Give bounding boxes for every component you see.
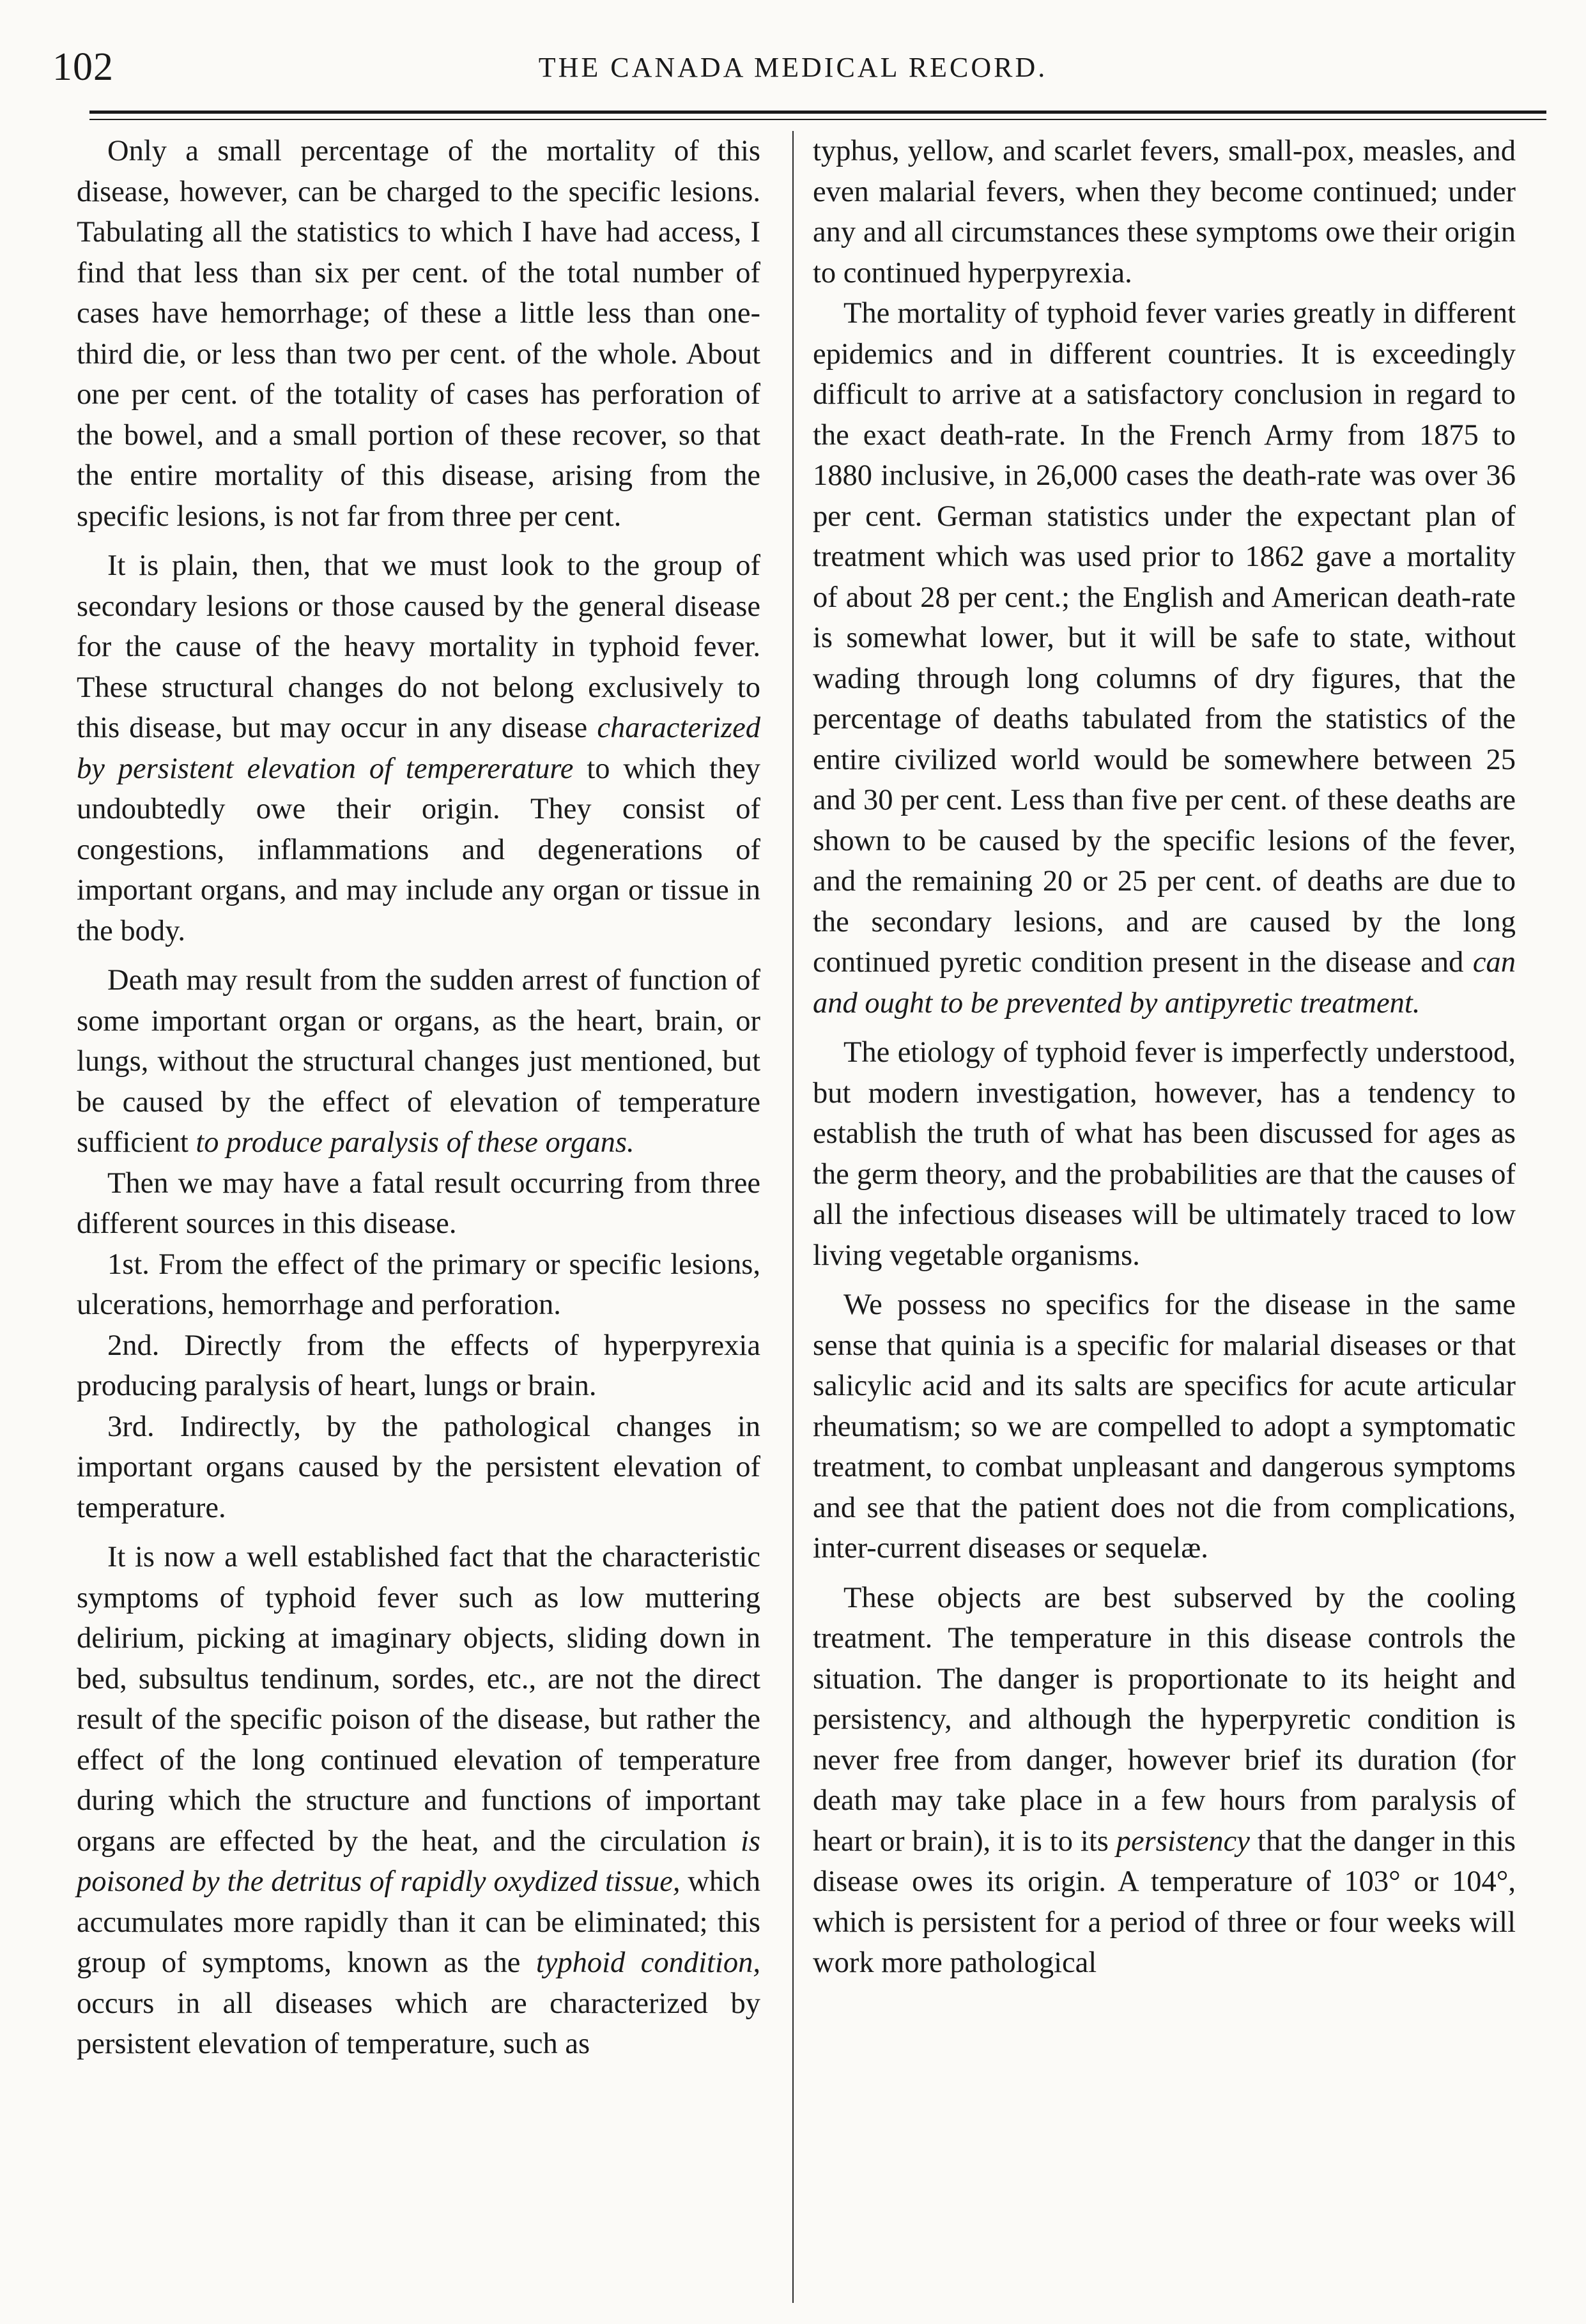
list-item: 2nd. Directly from the effects of hyperpyrexia producing paralysis of heart, lungs or brain. [77, 1329, 760, 1402]
left-column [77, 131, 760, 2074]
list-item: 3rd. Indirectly, by the pathological changes in important organs caused by the persistent elevation of temperature. [77, 1410, 760, 1524]
right-column [813, 131, 1516, 1992]
list-item: 1st. From the effect of the primary or specific lesions, ulcerations, hemorrhage and perforation. [77, 1248, 760, 1321]
paragraph: The mortality of typhoid fever varies greatly in different epidemics and in different countries. It is exceedingly difficult to arrive at a satisfactory conclusion in regard to the exact death-rate. In the French Army from 1875 to 1880 inclusive, in 26,000 cases the death-rate was over 36 per cent. German statistics under the expectant plan of treatment which was used prior to 1862 gave a mortality of about 28 per cent.; the English and American death-rate is somewhat lower, but it will be safe to state, without wading through long columns of dry figures, that the percentage of deaths tabulated from the statistics of the entire civilized world would be somewhere between 25 and 30 per cent. Less than five per cent. of these deaths are shown to be caused by the specific lesions of the fever, and the remaining 20 or 25 per cent. of deaths are due to the secondary lesions, and are caused by the long continued pyretic condition present in the disease and can and ought to be prevented by antipyretic treatment. [813, 297, 1516, 1020]
header-rule-thick [89, 111, 1546, 114]
paragraph: Only a small percentage of the mortality of this disease, however, can be charged to the specific lesions. Tabulating all the statistics to which I have had access, I find that less than six per cent. of the total number of cases have hemorrhage; of these a little less than one-third die, or less than two per cent. of the whole. About one per cent. of the totality of cases has perforation of the bowel, and a small portion of these recover, so that the entire mortality of this disease, arising from the specific lesions, is not far from three per cent. [77, 135, 760, 533]
paragraph: It is plain, then, that we must look to the group of secondary lesions or those caused by the general disease for the cause of the heavy mortality in typhoid fever. These structural changes do not belong exclusively to this disease, but may occur in any disease characterized by persistent elevation of tempererature to which they undoubtedly owe their origin. They consist of congestions, inflammations and degenerations of important organs, and may include any organ or tissue in the body. [77, 549, 760, 947]
paragraph: Death may result from the sudden arrest of function of some important organ or organs, as the heart, brain, or lungs, without the structural changes just mentioned, but be caused by the effect of elevation of temperature sufficient to produce paralysis of these organs. [77, 964, 760, 1159]
paragraph: Then we may have a fatal result occurring from three different sources in this disease. [77, 1166, 760, 1240]
emphasis: characterized by persistent elevation of tempererature [77, 712, 760, 785]
emphasis: is poisoned by the detritus of rapidly oxydized tissue, [77, 1824, 760, 1898]
column-divider [792, 131, 794, 2303]
paragraph: These objects are best subserved by the cooling treatment. The temperature in this disease controls the situation. The danger is proportionate to its height and persistency, and although the hyperpyretic condition is never free from danger, however brief its duration (for death may take place in a few hours from paralysis of heart or brain), it is to its persistency that the danger in this disease owes its origin. A temperature of 103° or 104°, which is persistent for a period of three or four weeks will work more pathological [813, 1581, 1516, 1979]
page-number: 102 [52, 45, 114, 89]
paragraph: We possess no specifics for the disease in the same sense that quinia is a specific for malarial diseases or that salicylic acid and its salts are specifics for acute articular rheumatism; so we are compelled to adopt a symptomatic treatment, to combat unpleasant and dangerous symptoms and see that the patient does not die from complications, inter-current diseases or sequelæ. [813, 1288, 1516, 1564]
emphasis: typhoid condition, [535, 1946, 761, 1979]
paragraph: typhus, yellow, and scarlet fevers, small-pox, measles, and even malarial fevers, when they become continued; under any and all circumstances these symptoms owe their origin to continued hyperpyrexia. [813, 135, 1516, 289]
running-title: THE CANADA MEDICAL RECORD. [538, 52, 1048, 83]
page-header [0, 0, 1586, 121]
emphasis: to produce paralysis of these organs. [196, 1126, 635, 1159]
emphasis: persistency [1116, 1824, 1250, 1858]
paragraph: The etiology of typhoid fever is imperfectly understood, but modern investigation, however, has a tendency to establish the truth of what has been discussed for ages as the germ theory, and the probabilities are that the causes of all the infectious diseases will be ultimately traced to low living vegetable organisms. [813, 1036, 1516, 1272]
header-rule-thin [89, 119, 1546, 120]
emphasis: can and ought to be prevented by antipyretic treatment. [813, 946, 1516, 1020]
paragraph: It is now a well established fact that the characteristic symptoms of typhoid fever such as low muttering delirium, picking at imaginary objects, sliding down in bed, subsultus tendinum, sordes, etc., are not the direct result of the specific poison of the disease, but rather the effect of the long continued elevation of temperature during which the structure and functions of important organs are effected by the heat, and the circulation is poisoned by the detritus of rapidly oxydized tissue, which accumulates more rapidly than it can be eliminated; this group of symptoms, known as the typhoid condition, occurs in all diseases which are characterized by persistent elevation of temperature, such as [77, 1541, 761, 2060]
